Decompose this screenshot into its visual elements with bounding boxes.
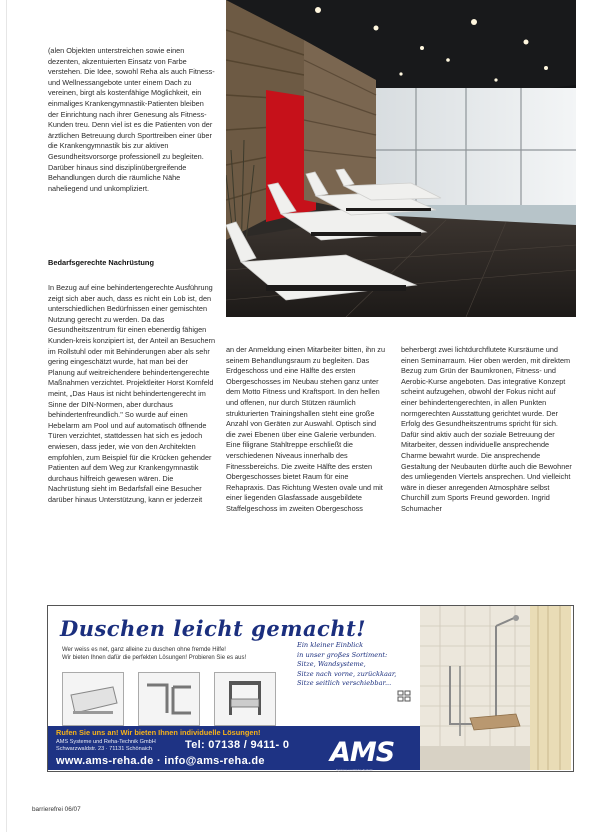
ad-slogan-line: Sitze, Wandsysteme, [297,660,366,669]
product-grab-bar-image [138,672,200,726]
ad-slogan-line: Ein kleiner Einblick [297,641,364,649]
ad-address-line: AMS Systeme und Reha-Technik GmbH [56,739,156,745]
ad-telephone: Tel: 07138 / 9411- 0 [185,739,290,751]
page-fold-line [6,0,7,832]
ad-slogan-line: in unser großes Sortiment: [297,650,388,659]
ad-description-line: Wir bieten Ihnen dafür die perfekten Lösungen! Probieren Sie es aus! [62,655,247,661]
article-column-middle: an der Anmeldung einen Mitarbeiter bitten, ihn zu seinem Behandlungsraum zu begleiten. Das Erdgeschoss und eine Hälfte des ersten Obergeschosses im Neubau stehen ganz unter dem Motto Fitness und Kraftsport. In den hellen und offenen, nur durch Stützen räumlich strukturierten Trainingshallen steht eine große Anzahl von Geräten zur Auswahl. Optisch sind die zwei Ebenen über eine Galerie verbunden. Eine filigrane Stahltreppe erschließt die verschiedenen Niveaus innerhalb des Fitnessbereichs. Die zweite Hälfte des ersten Obergeschosses bietet Raum für eine Rehapraxis. Das Richtung Westen ovale und mit einer liegenden Glasfassade ausgebildete Staffelgeschoss im zweiten Obergeschoss [226,345,386,513]
ad-call-to-action: Rufen Sie uns an! Wir bieten Ihnen individuelle Lösungen! [56,728,261,737]
ad-headline: Duschen leicht gemacht! [60,616,367,641]
decorative-mark-icon [397,690,411,704]
ad-website-email: www.ams-reha.de · info@ams-reha.de [56,755,265,767]
article-column-right: beherbergt zwei lichtdurchflutete Kursräume und einen Seminarraum. Hier oben werden, mit direktem Bezug zum Grün der Baumkronen, Fitness- und Aerobic-Kurse angeboten. Das integrative Konzept scheint aufzugehen, obwohl der Fokus nicht auf einer behindertengerechten, in allen Punkten normgerechten Ausstattung gerichtet wurde. Der Erfolg des Gesundheitszentrums spricht für sich. Dafür sind aktiv auch der soziale Betreuung der Mitarbeiter, dessen individuelle ansprechende Charme bewahrt wurde. Die ansprechende Gestaltung der Neubauten dürfte auch die Bewohner des umliegenden Viertels ansprechen. Und vielleicht wäre in dieser anregenden Atmosphäre selbst Churchill zum Sports Freund geworden. Ingrid Schumacher [401,345,572,513]
ad-shower-photo [420,606,571,770]
product-shower-chair-image [214,672,276,726]
ad-description-line: Wer weiss es net, ganz alleine zu duschen ohne fremde Hilfe! [62,647,226,653]
page-footer: barrierefrei 06/07 [32,806,81,813]
ams-logo-subtitle: Systeme und Reha-Technik [336,768,373,772]
ad-description [62,646,322,662]
ad-slogan-line: Sitze nach vorne, zurückkaar, [297,669,397,678]
product-fold-seat-image [62,672,124,726]
article-column-left: In Bezug auf eine behindertengerechte Ausführung zeigt sich aber auch, dass es nicht ein Lob ist, den unterschiedlichen Bedürfnissen einer gemischten Nutzung gerecht zu werden. Da das Gesundheitszentrum für einen ebenerdig fähigen Kunden-kreis konzipiert ist, der Anteil an Besuchern im Rollstuhl oder mit Behinderungen aber als sehr gering eingeschätzt wurde, hat man bei der Planung auf weitreichendere behindertengerechte Maßnahmen verzichtet. Projektleiter Horst Kornfeld meint, „Das Haus ist nicht behindertengerecht im Sinne der DIN-Normen, aber durchaus behindertenfreundlich." So wurde auf einen Hebelarm am Pool und auf automatisch öffnende Türen verzichtet, stattdessen hat sich es jedoch erwiesen, dass jeder, wie von den Architekten empfohlen, zum Beispiel für die Krücken gehender Patienten auf dem Weg zur Krankengymnastik durchaus hilfreich gewesen wären. Die Nachrüstung sieht im Bedarfsfall eine Besucher darüber hinaus Unterstützung, kann er jederzeit [48,283,216,504]
ad-slogan [297,641,417,689]
lounge-photo [226,0,576,317]
ad-slogan-line: Sitze seitlich verschiebbar... [297,679,392,688]
article-intro-paragraph: (alen Objekten unterstreichen sowie einen dezenten, akzentuierten Einsatz von Farbe verstehen. Die Idee, sowohl Reha als auch Fitness- und Wellnessangebote unter einem Dach zu vereinen, birgt als kostenfähige Möglichkeit, ein einmaliges Krankengymnastik-Patienten bleiben der Einrichtung nach ihrer Genesung als Fitness-Kunden treu. Denn viel ist es die Patienten von der ärztlichen Betreuung durch Sporttreiben einer über die Krankengymnastik bis zur aktiven Gesundheitsvorsorge professionell zu begleiten. Darüber hinaus sind disziplinübergreifende Behandlungen durch die räumliche Nähe naheliegend und unkompliziert. [48,46,215,193]
section-heading: Bedarfsgerechte Nachrüstung [48,258,154,267]
ams-logo: AMS [330,737,395,768]
ad-address-line: Schwarzwaldstr. 23 · 71131 Schönaich [56,746,152,752]
ad-address [56,739,156,753]
